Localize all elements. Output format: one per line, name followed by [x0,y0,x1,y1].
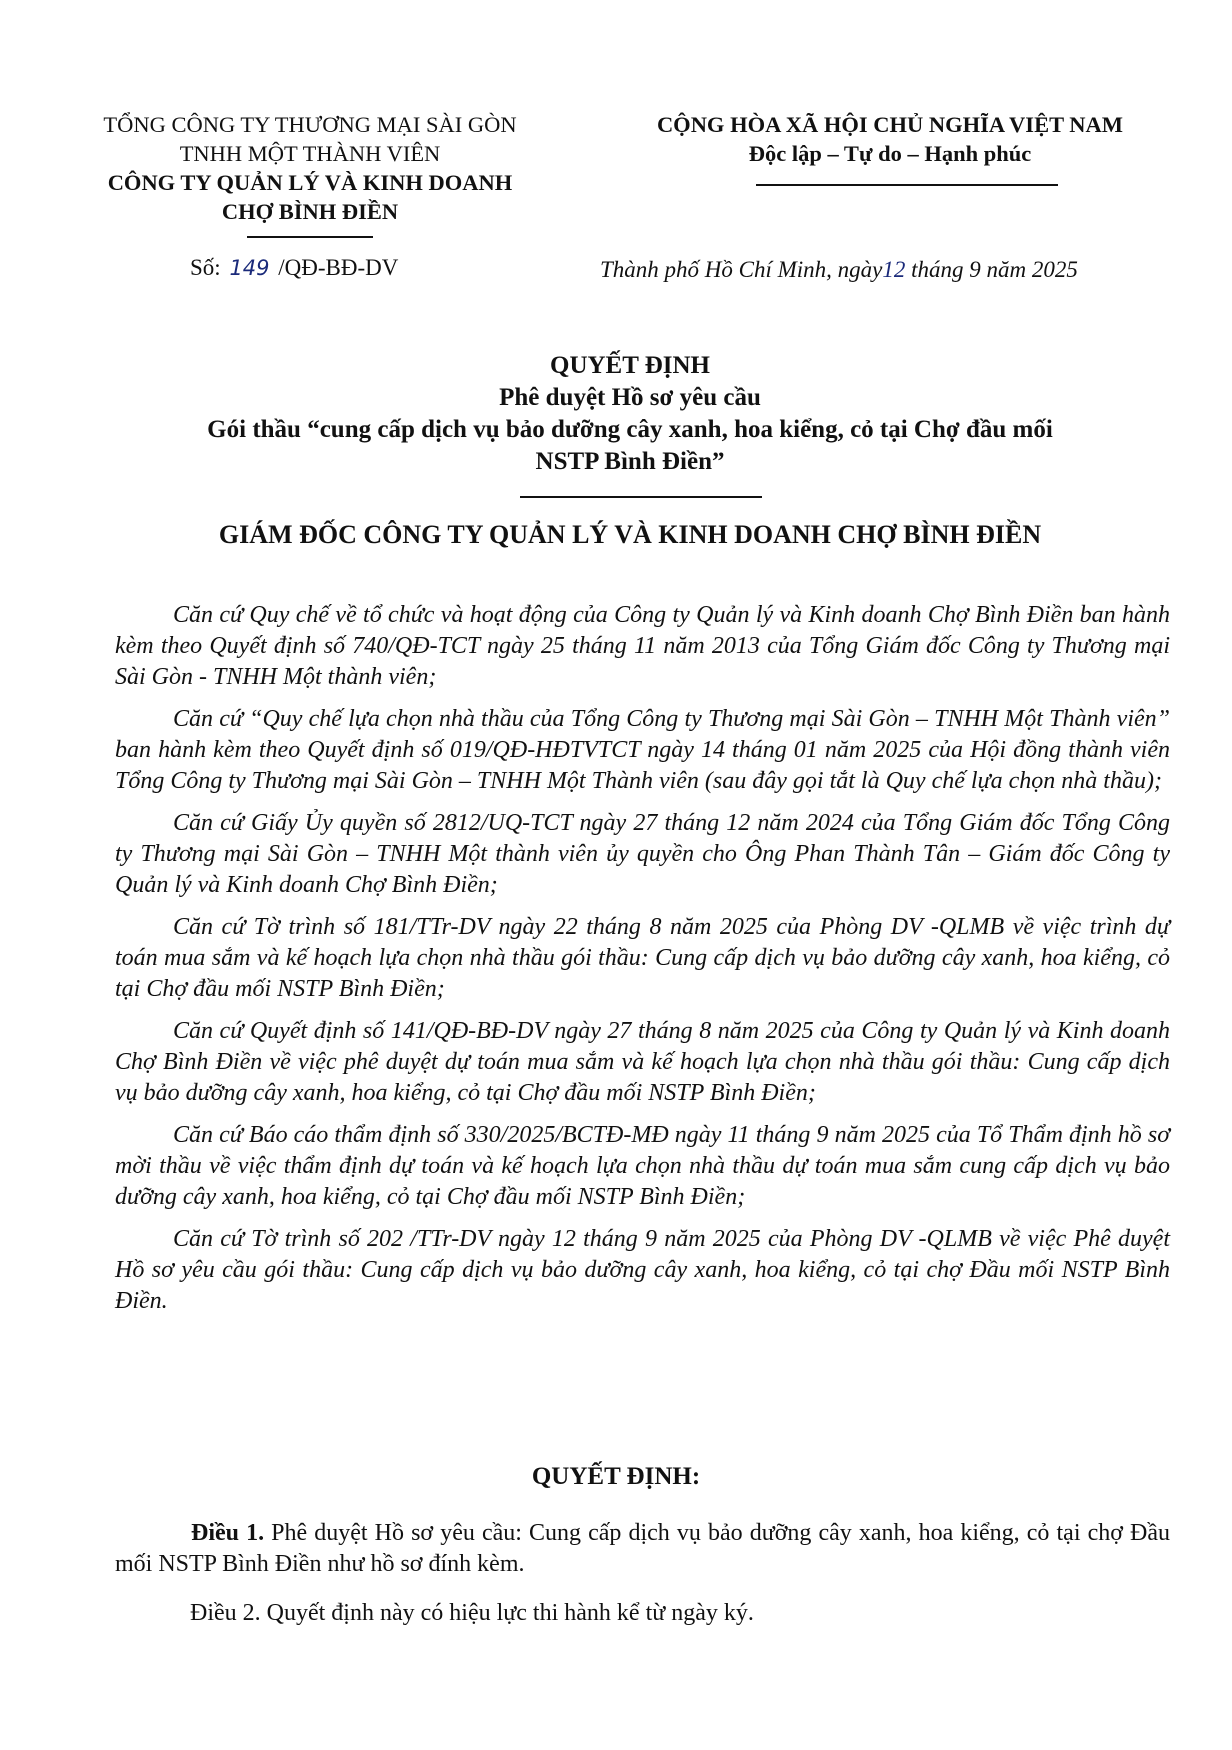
basis-paragraph: Căn cứ “Quy chế lựa chọn nhà thầu của Tổng Công ty Thương mại Sài Gòn – TNHH Một Thành viên” ban hành kèm theo Quyết định số 019/QĐ-HĐTVTCT ngày 14 tháng 01 năm 2025 của Hội đồng thành viên Tổng Công ty Thương mại Sài Gòn – TNHH Một Thành viên (sau đây gọi tắt là Quy chế lựa chọn nhà thầu); [115,706,1170,794]
article-1-text: Phê duyệt Hồ sơ yêu cầu: Cung cấp dịch vụ bảo dưỡng cây xanh, hoa kiểng, cỏ tại chợ Đầu mối NSTP Bình Điền như hồ sơ đính kèm. [115,1520,1170,1577]
handwritten-number: 149 [229,256,270,280]
number-prefix: Số: [190,255,221,280]
motto-underline [756,184,1058,186]
article-2: Điều 2. Quyết định này có hiệu lực thi hành kể từ ngày ký. [190,1600,754,1626]
issuer-company-line1: CÔNG TY QUẢN LÝ VÀ KINH DOANH [107,170,513,195]
package-name-line1: Gói thầu “cung cấp dịch vụ bảo dưỡng cây xanh, hoa kiểng, cỏ tại Chợ đầu mối [207,416,1053,443]
number-suffix: /QĐ-BĐ-DV [278,255,399,280]
handwritten-day: 12 [882,257,906,282]
document-date [600,257,1078,283]
decided-heading: QUYẾT ĐỊNH: [531,1463,701,1490]
legal-basis [115,600,1170,1328]
national-title: CỘNG HÒA XÃ HỘI CHỦ NGHĨA VIỆT NAM [656,112,1124,137]
issuer-header [70,110,550,226]
decision-title: QUYẾT ĐỊNH [550,352,710,379]
basis-paragraph: Căn cứ Quyết định số 141/QĐ-BĐ-DV ngày 27 tháng 8 năm 2025 của Công ty Quản lý và Kinh doanh Chợ Bình Điền về việc phê duyệt dự toán mua sắm và kế hoạch lựa chọn nhà thầu gói thầu: Cung cấp dịch vụ bảo dưỡng cây xanh, hoa kiểng, cỏ tại Chợ đầu mối NSTP Bình Điền; [115,1018,1170,1106]
document-number [190,255,398,281]
basis-paragraph: Căn cứ Báo cáo thẩm định số 330/2025/BCTĐ-MĐ ngày 11 tháng 9 năm 2025 của Tổ Thẩm định hồ sơ mời thầu về việc thẩm định dự toán và kế hoạch lựa chọn nhà thầu dự toán mua sắm cung cấp dịch vụ bảo dưỡng cây xanh, hoa kiểng, cỏ tại Chợ đầu mối NSTP Bình Điền; [115,1122,1170,1210]
national-header [630,110,1150,168]
director-heading: GIÁM ĐỐC CÔNG TY QUẢN LÝ VÀ KINH DOANH CHỢ BÌNH ĐIỀN [218,520,1042,549]
national-motto: Độc lập – Tự do – Hạnh phúc [748,141,1032,166]
article-1-label: Điều 1. [191,1520,265,1546]
article-1 [115,1518,1170,1580]
date-prefix: Thành phố Hồ Chí Minh, ngày [600,257,883,282]
decision-subtitle: Phê duyệt Hồ sơ yêu cầu [499,384,761,411]
issuer-parent-line1: TỔNG CÔNG TY THƯƠNG MẠI SÀI GÒN [103,112,517,137]
package-name-line2: NSTP Bình Điền” [535,448,725,475]
basis-paragraph: Căn cứ Tờ trình số 202 /TTr-DV ngày 12 tháng 9 năm 2025 của Phòng DV -QLMB về việc Phê duyệt Hồ sơ yêu cầu gói thầu: Cung cấp dịch vụ bảo dưỡng cây xanh, hoa kiểng, cỏ tại chợ Đầu mối NSTP Bình Điền. [115,1226,1170,1314]
issuer-underline [247,236,373,238]
date-suffix: tháng 9 năm 2025 [911,257,1078,282]
issuer-company-line2: CHỢ BÌNH ĐIỀN [221,199,399,224]
basis-paragraph: Căn cứ Quy chế về tổ chức và hoạt động của Công ty Quản lý và Kinh doanh Chợ Bình Điền ban hành kèm theo Quyết định số 740/QĐ-TCT ngày 25 tháng 11 năm 2013 của Tổng Giám đốc Công ty Thương mại Sài Gòn - TNHH Một thành viên; [115,602,1170,690]
issuer-parent-line2: TNHH MỘT THÀNH VIÊN [179,141,441,166]
title-underline [520,496,762,498]
basis-paragraph: Căn cứ Tờ trình số 181/TTr-DV ngày 22 tháng 8 năm 2025 của Phòng DV -QLMB về việc trình dự toán mua sắm và kế hoạch lựa chọn nhà thầu gói thầu: Cung cấp dịch vụ bảo dưỡng cây xanh, hoa kiểng, cỏ tại Chợ đầu mối NSTP Bình Điền; [115,914,1170,1002]
basis-paragraph: Căn cứ Giấy Ủy quyền số 2812/UQ-TCT ngày 27 tháng 12 năm 2024 của Tổng Giám đốc Tổng Công ty Thương mại Sài Gòn – TNHH Một thành viên ủy quyền cho Ông Phan Thành Tân – Giám đốc Công ty Quản lý và Kinh doanh Chợ Bình Điền; [115,810,1170,898]
